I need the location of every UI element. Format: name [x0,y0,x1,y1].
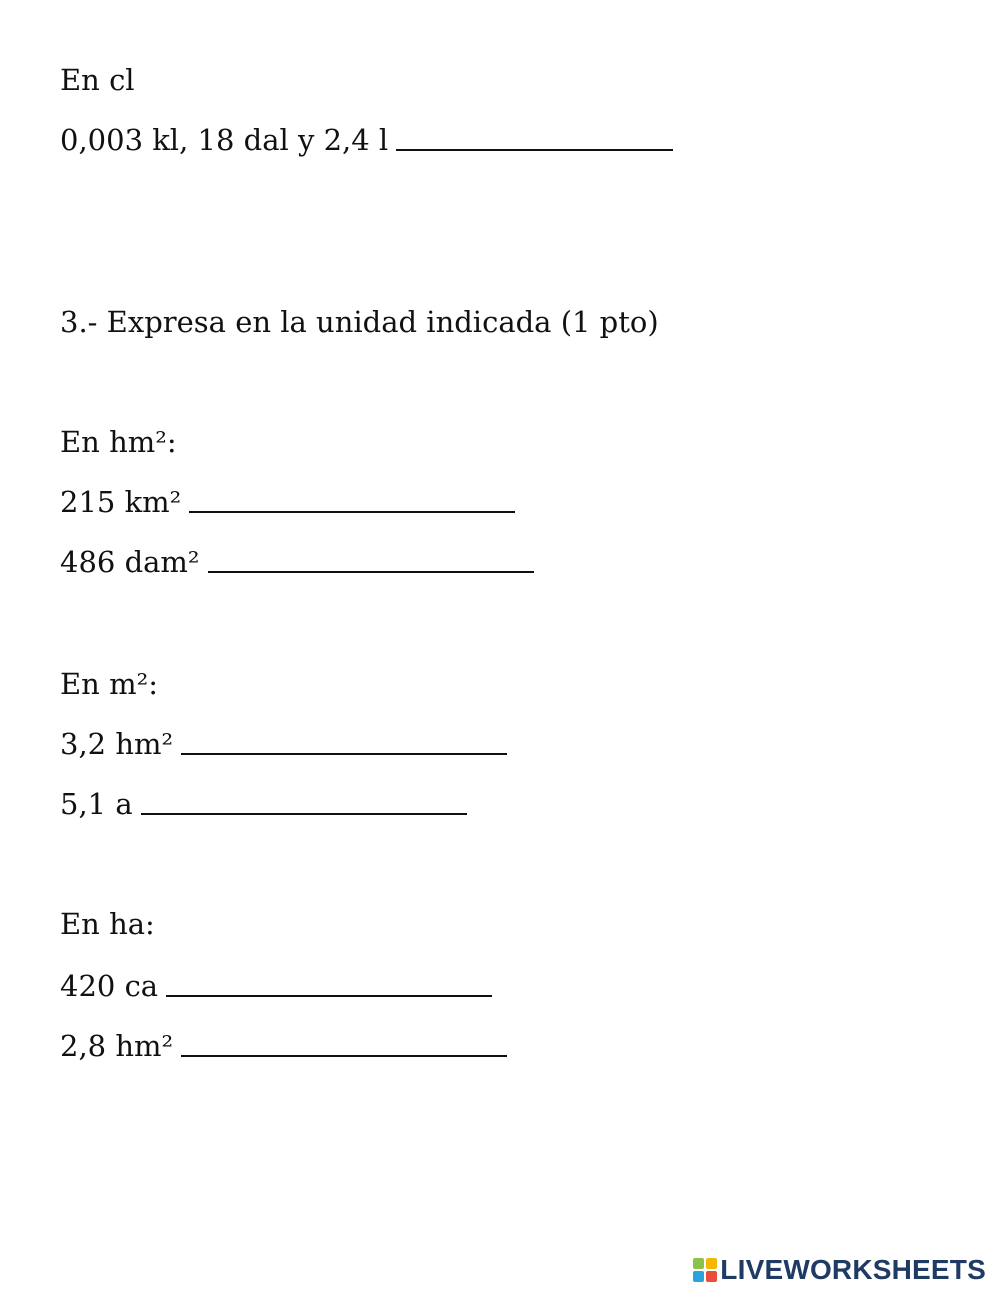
task3-title [60,304,659,340]
liveworksheets-logo-text: LIVEWORKSHEETS [720,1254,986,1285]
heading-en-cl-text: En cl [60,63,135,97]
exercise-486-dam2-row [60,544,534,580]
answer-blank-2-8-hm2[interactable] [181,1055,507,1057]
exercise-3-2-hm2-label: 3,2 hm² [60,727,174,761]
answer-blank-5-1-a[interactable] [141,813,467,815]
heading-en-hm2-text: En hm²: [60,425,177,459]
exercise-215-km2-row [60,484,515,520]
logo-tile-yellow [706,1258,717,1269]
exercise-420-ca-row [60,968,492,1004]
liveworksheets-logo-icon [693,1258,717,1282]
exercise-cl-label: 0,003 kl, 18 dal y 2,4 l [60,123,389,157]
heading-en-ha [60,906,155,942]
exercise-215-km2-label: 215 km² [60,485,182,519]
heading-en-m2-text: En m²: [60,667,158,701]
answer-blank-215-km2[interactable] [189,511,515,513]
heading-en-hm2 [60,424,177,460]
liveworksheets-logo [693,1254,986,1286]
exercise-2-8-hm2-label: 2,8 hm² [60,1029,174,1063]
answer-blank-3-2-hm2[interactable] [181,753,507,755]
logo-tile-blue [693,1271,704,1282]
exercise-5-1-a-label: 5,1 a [60,787,133,821]
answer-blank-420-ca[interactable] [166,995,492,997]
exercise-486-dam2-label: 486 dam² [60,545,200,579]
exercise-3-2-hm2-row [60,726,507,762]
answer-blank-486-dam2[interactable] [208,571,534,573]
exercise-cl-row [60,122,673,158]
task3-title-text: 3.- Expresa en la unidad indicada (1 pto) [60,305,659,339]
answer-blank-cl[interactable] [396,149,673,151]
heading-en-m2 [60,666,158,702]
exercise-2-8-hm2-row [60,1028,507,1064]
logo-tile-red [706,1271,717,1282]
exercise-420-ca-label: 420 ca [60,969,159,1003]
heading-en-ha-text: En ha: [60,907,155,941]
logo-tile-green [693,1258,704,1269]
exercise-5-1-a-row [60,786,467,822]
heading-en-cl [60,62,135,98]
